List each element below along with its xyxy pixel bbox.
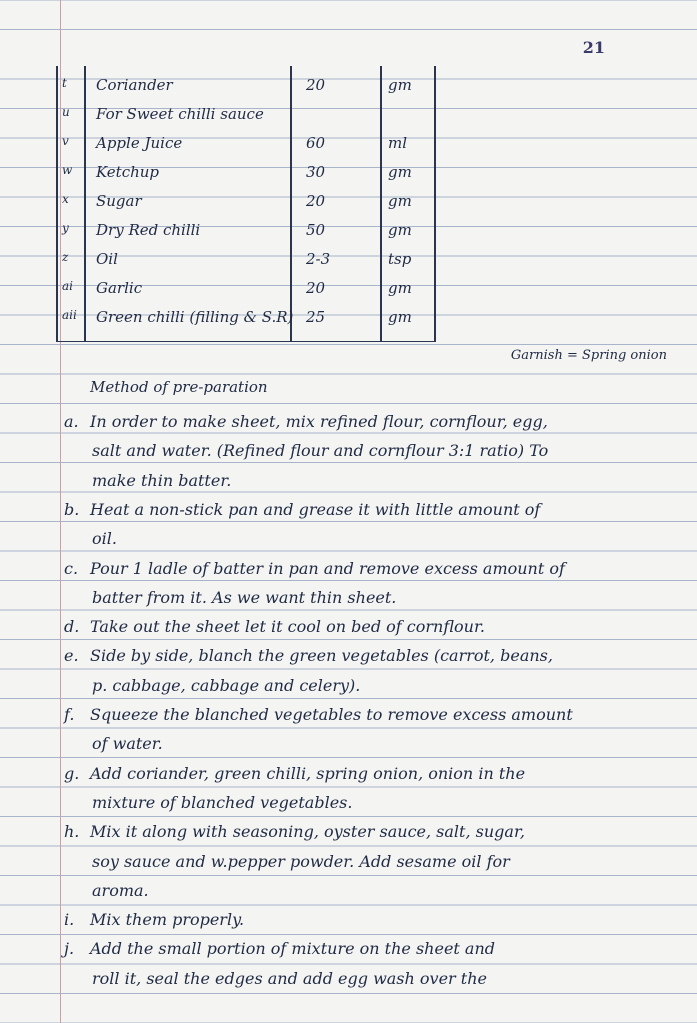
ingredients-table (56, 66, 696, 342)
step-label: j. (64, 939, 75, 959)
step-text: Add the small portion of mixture on the sheet and (90, 939, 496, 959)
row-index: x (62, 192, 69, 206)
step-line (0, 613, 697, 643)
step-text: Pour 1 ladle of batter in pan and remove excess amount of (90, 558, 565, 578)
step-text: Mix them properly. (90, 910, 245, 930)
step-line (0, 760, 697, 790)
step-text: Heat a non-stick pan and grease it with little amount of (90, 499, 541, 519)
step-label: f. (64, 705, 75, 724)
row-index: ai (62, 279, 73, 293)
ingredient-qty: 25 (306, 308, 326, 326)
step-line (0, 965, 697, 995)
garnish-note: Garnish = Spring onion (510, 348, 667, 363)
ingredient-qty: 2-3 (306, 250, 331, 268)
step-label: c. (64, 558, 79, 578)
step-text: Add coriander, green chilli, spring onion, onion in the (90, 763, 526, 783)
step-line (0, 701, 697, 731)
step-line (0, 789, 697, 819)
ingredient-name: Coriander (96, 76, 173, 94)
step-text: In order to make sheet, mix refined flour, cornflour, egg, (90, 412, 548, 431)
step-line (0, 935, 697, 965)
step-text: aroma. (92, 880, 149, 900)
table-row (56, 74, 696, 97)
ingredient-qty: 20 (306, 279, 326, 297)
page-number: 21 (582, 38, 605, 57)
step-line (0, 437, 697, 467)
step-line (0, 555, 697, 585)
ingredient-unit: gm (388, 163, 412, 181)
step-text: Side by side, blanch the green vegetables (carrot, beans, (90, 646, 553, 666)
row-index: t (62, 76, 67, 90)
table-row (56, 277, 696, 300)
table-row (56, 103, 696, 126)
step-text: p. cabbage, cabbage and celery). (92, 675, 361, 695)
step-line (0, 584, 697, 614)
step-text: mixture of blanched vegetables. (92, 792, 353, 812)
row-index: aii (62, 308, 77, 322)
step-line (0, 818, 697, 848)
ingredient-name: Garlic (96, 279, 143, 297)
step-line (0, 467, 697, 497)
ingredient-unit: gm (388, 221, 412, 239)
step-label: e. (64, 646, 79, 666)
step-label: d. (64, 617, 80, 637)
table-row (56, 132, 696, 155)
ingredient-name: Apple Juice (96, 134, 183, 152)
step-label: b. (64, 499, 80, 519)
step-label: h. (64, 822, 80, 842)
step-line (0, 906, 697, 936)
row-index: y (62, 221, 69, 235)
step-label: i. (64, 910, 75, 930)
step-text: roll it, seal the edges and add egg wash over the (92, 968, 487, 988)
step-text: Squeeze the blanched vegetables to remove excess amount (90, 705, 573, 724)
step-line (0, 730, 697, 760)
ingredient-unit: gm (388, 308, 412, 326)
step-line (0, 877, 697, 907)
ingredient-name: Sugar (96, 192, 142, 210)
ingredient-name: Ketchup (96, 163, 160, 181)
step-text: Mix it along with seasoning, oyster sauce, salt, sugar, (90, 822, 525, 842)
step-line (0, 525, 697, 555)
step-text: batter from it. As we want thin sheet. (92, 587, 397, 607)
step-line (0, 848, 697, 878)
table-border-bottom (56, 341, 436, 343)
table-row (56, 161, 696, 184)
ingredient-qty: 20 (306, 192, 326, 210)
step-text: make thin batter. (92, 470, 232, 490)
table-row (56, 306, 696, 329)
step-line (0, 408, 697, 438)
ingredient-unit: gm (388, 279, 412, 297)
step-text: of water. (92, 734, 163, 754)
step-label: a. (64, 412, 79, 431)
ingredient-qty: 50 (306, 221, 326, 239)
ingredient-name: Dry Red chilli (96, 221, 201, 239)
row-index: z (62, 250, 69, 264)
ingredient-qty: 60 (306, 134, 326, 152)
step-text: Take out the sheet let it cool on bed of cornflour. (90, 617, 485, 637)
ingredient-unit: gm (388, 76, 412, 94)
ingredient-name: For Sweet chilli sauce (96, 105, 264, 123)
ingredient-unit: ml (388, 134, 408, 152)
ingredient-unit: tsp (388, 250, 412, 268)
ingredient-qty: 30 (306, 163, 326, 181)
step-line (0, 642, 697, 672)
ingredient-qty: 20 (306, 76, 326, 94)
step-line (0, 672, 697, 702)
method-title: Method of pre-paration (90, 378, 268, 396)
step-line (0, 496, 697, 526)
row-index: v (62, 134, 69, 148)
ingredient-name: Oil (96, 250, 118, 268)
table-row (56, 219, 696, 242)
step-text: oil. (92, 529, 117, 549)
step-label: g. (64, 763, 80, 783)
row-index: u (62, 105, 70, 119)
step-text: salt and water. (Refined flour and cornflour 3:1 ratio) To (92, 441, 549, 461)
table-row (56, 190, 696, 213)
row-index: w (62, 163, 73, 177)
ingredient-unit: gm (388, 192, 412, 210)
table-row (56, 248, 696, 271)
ingredient-name: Green chilli (filling & S.R) (96, 308, 294, 326)
step-text: soy sauce and w.pepper powder. Add sesame oil for (92, 851, 510, 871)
